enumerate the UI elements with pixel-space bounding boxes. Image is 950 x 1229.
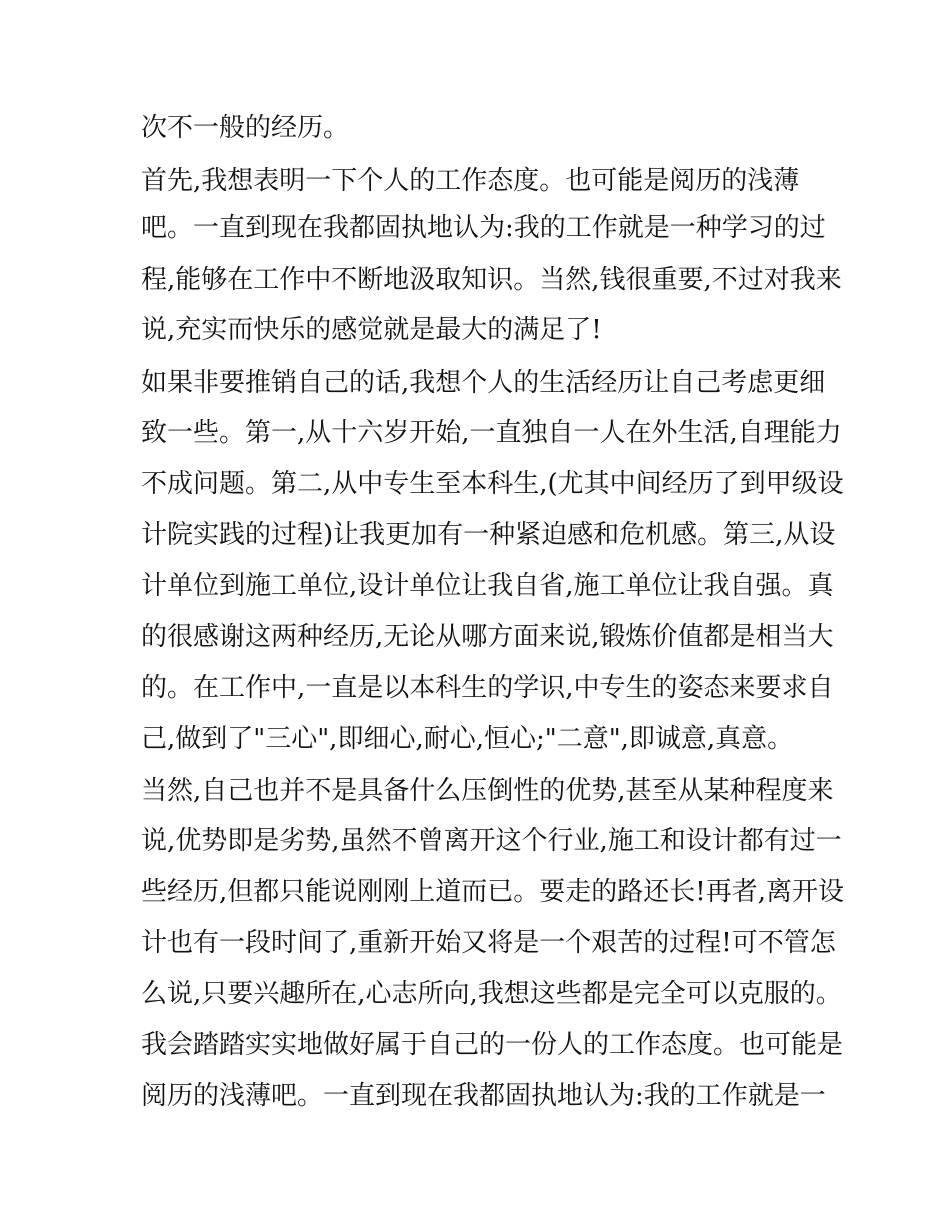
text-line: 当然,自己也并不是具备什么压倒性的优势,甚至从某种程度来 [141,776,834,806]
text-line: 次不一般的经历。 [141,113,350,143]
text-line: 的。在工作中,一直是以本科生的学识,中专生的姿态来要求自 [141,673,834,703]
text-line: 计单位到施工单位,设计单位让我自省,施工单位让我自强。真 [141,571,834,601]
text-line: 首先,我想表明一下个人的工作态度。也可能是阅历的浅薄 [141,166,800,196]
text-line: 程,能够在工作中不断地汲取知识。当然,钱很重要,不过对我来 [141,265,842,295]
text-line: 我会踏踏实实地做好属于自己的一份人的工作态度。也可能是 [141,1030,844,1060]
text-line: 致一些。第一,从十六岁开始,一直独自一人在外生活,自理能力 [141,418,842,448]
text-line: 己,做到了"三心",即细心,耐心,恒心;"二意",即诚意,真意。 [141,724,794,754]
text-line: 如果非要推销自己的话,我想个人的生活经历让自己考虑更细 [141,368,826,398]
text-line: 的很感谢这两种经历,无论从哪方面来说,锻炼价值都是相当大 [141,622,834,652]
text-line: 些经历,但都只能说刚刚上道而已。要走的路还长!再者,离开设 [141,877,844,907]
text-line: 说,优势即是劣势,虽然不曾离开这个行业,施工和设计都有过一 [141,826,842,856]
text-line: 说,充实而快乐的感觉就是最大的满足了! [141,315,602,345]
text-line: 么说,只要兴趣所在,心志所向,我想这些都是完全可以克服的。 [141,979,842,1009]
text-line: 计院实践的过程)让我更加有一种紧迫感和危机感。第三,从设 [141,520,836,550]
text-line: 计也有一段时间了,重新开始又将是一个艰苦的过程!可不管怎 [141,928,836,958]
text-line: 阅历的浅薄吧。一直到现在我都固执地认为:我的工作就是一 [141,1081,826,1111]
text-line: 吧。一直到现在我都固执地认为:我的工作就是一种学习的过 [141,213,826,243]
text-line: 不成问题。第二,从中专生至本科生,(尤其中间经历了到甲级设 [141,469,844,499]
